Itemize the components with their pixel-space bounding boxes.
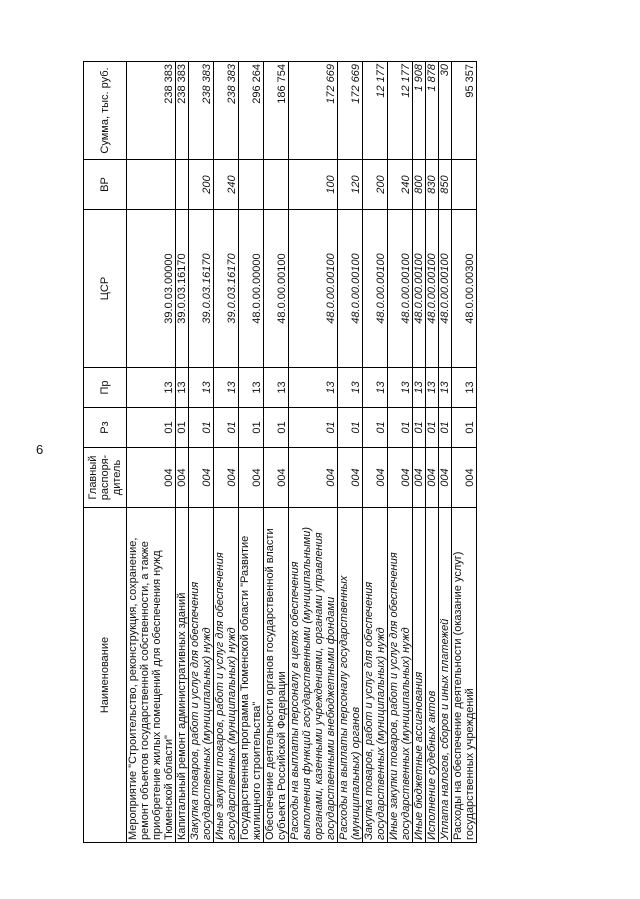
cell-pr: 13 xyxy=(289,368,338,408)
cell-csr: 48.0.00.00100 xyxy=(413,210,426,368)
table-row xyxy=(426,62,439,843)
cell-rz: 01 xyxy=(338,408,363,448)
table-row xyxy=(413,62,426,843)
cell-name: Расходы на выплаты персоналу государственных (муниципальных) органов xyxy=(338,508,363,843)
cell-rz: 01 xyxy=(439,408,452,448)
cell-pr: 13 xyxy=(426,368,439,408)
table-row xyxy=(127,62,176,843)
table-row xyxy=(189,62,214,843)
cell-pr: 13 xyxy=(214,368,239,408)
cell-pr: 13 xyxy=(338,368,363,408)
cell-pr: 13 xyxy=(239,368,264,408)
header-vr: ВР xyxy=(84,160,127,210)
table-row xyxy=(363,62,388,843)
cell-vr xyxy=(127,160,176,210)
cell-sum: 12 177 xyxy=(388,62,413,160)
cell-name: Закупка товаров, работ и услуг для обеспечения государственных (муниципальных) нужд xyxy=(189,508,214,843)
cell-rz: 01 xyxy=(127,408,176,448)
cell-csr: 48.0.00.00100 xyxy=(363,210,388,368)
cell-rz: 01 xyxy=(363,408,388,448)
cell-sum: 238 383 xyxy=(214,62,239,160)
cell-pr: 13 xyxy=(264,368,289,408)
cell-name: Обеспечение деятельности органов государственной власти субъекта Российской Федерации xyxy=(264,508,289,843)
cell-name: Расходы на выплаты персоналу в целях обеспечения выполнения функций государственными (муниципальными) органами, казенными учреждениями, органами управления государственными внебюджетными фондами xyxy=(289,508,338,843)
cell-vr: 200 xyxy=(189,160,214,210)
table-row xyxy=(239,62,264,843)
cell-csr: 48.0.00.00100 xyxy=(426,210,439,368)
header-rz: Рз xyxy=(84,408,127,448)
cell-gr: 004 xyxy=(264,448,289,508)
table-row xyxy=(439,62,452,843)
cell-pr: 13 xyxy=(363,368,388,408)
cell-gr: 004 xyxy=(439,448,452,508)
cell-pr: 13 xyxy=(189,368,214,408)
cell-rz: 01 xyxy=(413,408,426,448)
table-row xyxy=(176,62,189,843)
cell-name: Иные бюджетные ассигнования xyxy=(413,508,426,843)
table-row xyxy=(264,62,289,843)
cell-name: Закупка товаров, работ и услуг для обеспечения государственных (муниципальных) нужд xyxy=(363,508,388,843)
header-name: Наименование xyxy=(84,508,127,843)
cell-sum: 238 383 xyxy=(176,62,189,160)
header-sum: Сумма, тыс. руб. xyxy=(84,62,127,160)
cell-vr: 240 xyxy=(214,160,239,210)
cell-gr: 004 xyxy=(176,448,189,508)
header-csr: ЦСР xyxy=(84,210,127,368)
cell-csr: 48.0.00.00300 xyxy=(452,210,477,368)
cell-name: Расходы на обеспечение деятельности (оказание услуг) государственных учреждений xyxy=(452,508,477,843)
cell-sum: 172 669 xyxy=(289,62,338,160)
header-pr: Пр xyxy=(84,368,127,408)
table-header xyxy=(84,62,127,843)
cell-vr: 850 xyxy=(439,160,452,210)
cell-sum: 186 754 xyxy=(264,62,289,160)
table-row xyxy=(388,62,413,843)
cell-name: Мероприятие "Строительство, реконструкция, сохранение, ремонт объектов государственной собственности, а также приобретение жилых помещений для обеспечения нужд Тюменской области" xyxy=(127,508,176,843)
cell-gr: 004 xyxy=(289,448,338,508)
cell-vr xyxy=(264,160,289,210)
cell-rz: 01 xyxy=(289,408,338,448)
cell-gr: 004 xyxy=(127,448,176,508)
cell-pr: 13 xyxy=(413,368,426,408)
cell-pr: 13 xyxy=(176,368,189,408)
budget-table-rotated xyxy=(83,62,603,843)
cell-csr: 39.0.03.16170 xyxy=(189,210,214,368)
cell-sum: 296 264 xyxy=(239,62,264,160)
cell-pr: 13 xyxy=(388,368,413,408)
cell-sum: 172 669 xyxy=(338,62,363,160)
cell-csr: 48.0.00.00100 xyxy=(439,210,452,368)
cell-vr: 200 xyxy=(363,160,388,210)
cell-gr: 004 xyxy=(426,448,439,508)
budget-table xyxy=(83,61,477,843)
cell-vr: 830 xyxy=(426,160,439,210)
cell-csr: 48.0.00.00100 xyxy=(388,210,413,368)
cell-gr: 004 xyxy=(189,448,214,508)
cell-vr: 120 xyxy=(338,160,363,210)
cell-rz: 01 xyxy=(452,408,477,448)
cell-pr: 13 xyxy=(439,368,452,408)
cell-vr: 100 xyxy=(289,160,338,210)
cell-gr: 004 xyxy=(239,448,264,508)
cell-gr: 004 xyxy=(338,448,363,508)
cell-rz: 01 xyxy=(214,408,239,448)
cell-sum: 12 177 xyxy=(363,62,388,160)
cell-csr: 48.0.00.00100 xyxy=(338,210,363,368)
cell-csr: 39.0.03.16170 xyxy=(176,210,189,368)
cell-vr xyxy=(452,160,477,210)
table-row xyxy=(338,62,363,843)
cell-csr: 39.0.03.16170 xyxy=(214,210,239,368)
cell-csr: 48.0.00.00000 xyxy=(239,210,264,368)
cell-vr xyxy=(176,160,189,210)
cell-csr: 48.0.00.00100 xyxy=(289,210,338,368)
cell-pr: 13 xyxy=(127,368,176,408)
cell-sum: 238 383 xyxy=(127,62,176,160)
cell-name: Иные закупки товаров, работ и услуг для обеспечения государственных (муниципальных) нужд xyxy=(388,508,413,843)
cell-gr: 004 xyxy=(214,448,239,508)
cell-gr: 004 xyxy=(388,448,413,508)
cell-rz: 01 xyxy=(426,408,439,448)
cell-name: Государственная программа Тюменской области "Развитие жилищного строительства" xyxy=(239,508,264,843)
cell-rz: 01 xyxy=(189,408,214,448)
cell-name: Капитальный ремонт административных зданий xyxy=(176,508,189,843)
cell-name: Иные закупки товаров, работ и услуг для обеспечения государственных (муниципальных) нужд xyxy=(214,508,239,843)
cell-rz: 01 xyxy=(388,408,413,448)
table-row xyxy=(452,62,477,843)
cell-csr: 39.0.03.00000 xyxy=(127,210,176,368)
cell-rz: 01 xyxy=(176,408,189,448)
cell-name: Исполнение судебных актов xyxy=(426,508,439,843)
table-row xyxy=(289,62,338,843)
cell-rz: 01 xyxy=(239,408,264,448)
cell-gr: 004 xyxy=(413,448,426,508)
page-number: 6 xyxy=(36,442,44,457)
cell-vr xyxy=(239,160,264,210)
table-body xyxy=(127,62,477,843)
cell-sum: 30 xyxy=(439,62,452,160)
cell-name: Уплата налогов, сборов и иных платежей xyxy=(439,508,452,843)
cell-sum: 95 357 xyxy=(452,62,477,160)
cell-sum: 1 878 xyxy=(426,62,439,160)
cell-vr: 240 xyxy=(388,160,413,210)
cell-gr: 004 xyxy=(452,448,477,508)
cell-gr: 004 xyxy=(363,448,388,508)
cell-sum: 1 908 xyxy=(413,62,426,160)
table-row xyxy=(214,62,239,843)
cell-pr: 13 xyxy=(452,368,477,408)
cell-csr: 48.0.00.00100 xyxy=(264,210,289,368)
cell-rz: 01 xyxy=(264,408,289,448)
header-manager: Главный распоря-дитель xyxy=(84,448,127,508)
cell-vr: 800 xyxy=(413,160,426,210)
cell-sum: 238 383 xyxy=(189,62,214,160)
